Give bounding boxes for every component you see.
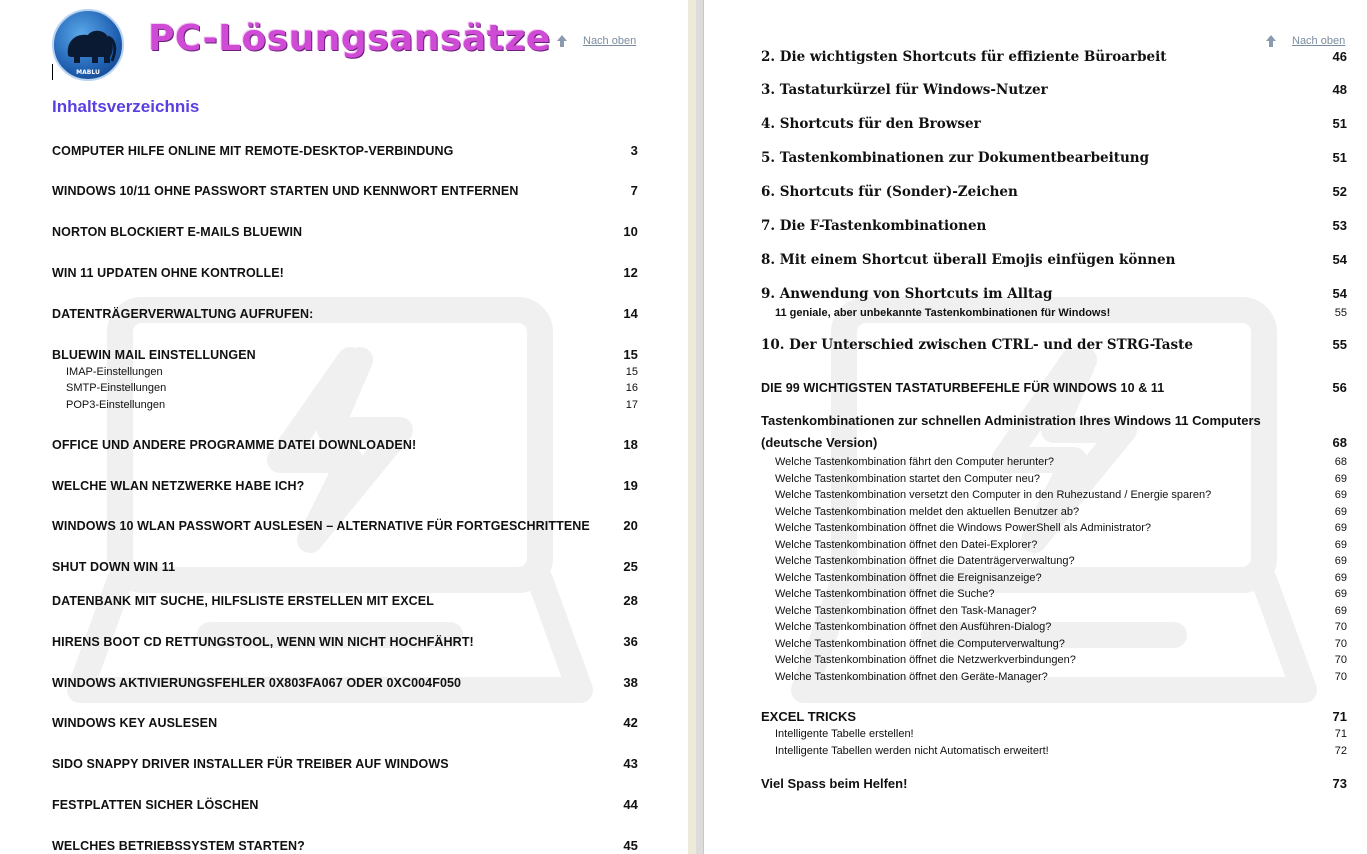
toc-entry[interactable]: 10. Der Unterschied zwischen CTRL- und der STRG-Taste 55 xyxy=(761,337,1347,353)
toc-subentry[interactable]: Welche Tastenkombination öffnet den Task-Manager? 69 xyxy=(775,605,1347,617)
toc-entry[interactable]: SHUT DOWN WIN 11 25 xyxy=(52,559,638,574)
toc-entry[interactable]: OFFICE UND ANDERE PROGRAMME DATEI DOWNLOADEN! 18 xyxy=(52,437,638,452)
arrow-up-icon xyxy=(555,34,569,48)
toc-entry[interactable]: HIRENS BOOT CD RETTUNGSTOOL, WENN WIN NICHT HOCHFÄHRT! 36 xyxy=(52,634,638,649)
toc-subentry[interactable]: IMAP-Einstellungen 15 xyxy=(66,366,638,378)
back-to-top-label: Nach oben xyxy=(1292,35,1346,47)
toc-subentry[interactable]: Welche Tastenkombination meldet den aktuellen Benutzer ab? 69 xyxy=(775,506,1347,518)
toc-entry[interactable]: 5. Tastenkombinationen zur Dokumentbearbeitung 51 xyxy=(761,150,1347,166)
toc-entry-line1: Tastenkombinationen zur schnellen Administration Ihres Windows 11 Computers xyxy=(761,413,1261,428)
toc-entry[interactable]: DIE 99 WICHTIGSTEN TASTATURBEFEHLE FÜR WINDOWS 10 & 11 56 xyxy=(761,380,1347,395)
site-title: PC-Lösungsansätze xyxy=(148,18,551,59)
toc-entry[interactable]: COMPUTER HILFE ONLINE MIT REMOTE-DESKTOP-VERBINDUNG 3 xyxy=(52,143,638,158)
site-logo[interactable] xyxy=(52,9,124,81)
toc-entry[interactable]: WINDOWS AKTIVIERUNGSFEHLER 0X803FA067 ODER 0XC004F050 38 xyxy=(52,675,638,690)
toc-subentry[interactable]: Intelligente Tabelle erstellen! 71 xyxy=(775,728,1347,740)
toc-subentry[interactable]: Welche Tastenkombination fährt den Computer herunter? 68 xyxy=(775,456,1347,468)
toc-entry[interactable]: Viel Spass beim Helfen! 73 xyxy=(761,776,1347,791)
toc-entry[interactable]: BLUEWIN MAIL EINSTELLUNGEN 15 xyxy=(52,347,638,362)
toc-entry[interactable]: WINDOWS 10 WLAN PASSWORT AUSLESEN – ALTERNATIVE FÜR FORTGESCHRITTENE 20 xyxy=(52,518,638,533)
toc-heading: Inhaltsverzeichnis xyxy=(52,97,200,116)
toc-entry[interactable]: 6. Shortcuts für (Sonder)-Zeichen 52 xyxy=(761,184,1347,200)
back-to-top-link[interactable] xyxy=(1264,34,1345,48)
toc-entry[interactable]: WELCHE WLAN NETZWERKE HABE ICH? 19 xyxy=(52,478,638,493)
back-to-top-link[interactable] xyxy=(555,34,636,48)
toc-subentry[interactable]: POP3-Einstellungen 17 xyxy=(66,399,638,411)
toc-subentry[interactable]: Welche Tastenkombination startet den Computer neu? 69 xyxy=(775,473,1347,485)
toc-entry[interactable]: WELCHES BETRIEBSSYSTEM STARTEN? 45 xyxy=(52,838,638,853)
toc-entry-multiline[interactable] xyxy=(761,410,1347,454)
toc-subentry[interactable]: Welche Tastenkombination öffnet die Netzwerkverbindungen? 70 xyxy=(775,654,1347,666)
toc-entry[interactable]: FESTPLATTEN SICHER LÖSCHEN 44 xyxy=(52,797,638,812)
toc-entry[interactable]: 7. Die F-Tastenkombinationen 53 xyxy=(761,218,1347,234)
toc-entry[interactable]: 9. Anwendung von Shortcuts im Alltag 54 xyxy=(761,286,1347,302)
toc-subentry[interactable]: Welche Tastenkombination öffnet die Computerverwaltung? 70 xyxy=(775,638,1347,650)
toc-subentry[interactable]: Welche Tastenkombination öffnet die Ereignisanzeige? 69 xyxy=(775,572,1347,584)
toc-subentry[interactable]: Welche Tastenkombination öffnet die Datenträgerverwaltung? 69 xyxy=(775,555,1347,567)
toc-subentry[interactable]: 11 geniale, aber unbekannte Tastenkombinationen für Windows! 55 xyxy=(775,307,1347,319)
toc-entry[interactable]: EXCEL TRICKS 71 xyxy=(761,709,1347,724)
toc-entry-page: 68 xyxy=(1332,435,1347,450)
toc-subentry[interactable]: Welche Tastenkombination versetzt den Computer in den Ruhezustand / Energie sparen? 69 xyxy=(775,489,1347,501)
toc-entry[interactable]: DATENTRÄGERVERWALTUNG AUFRUFEN: 14 xyxy=(52,306,638,321)
toc-entry-line2: (deutsche Version) xyxy=(761,435,878,450)
toc-entry[interactable]: 8. Mit einem Shortcut überall Emojis einfügen können 54 xyxy=(761,252,1347,268)
toc-subentry[interactable]: Welche Tastenkombination öffnet die Suche? 69 xyxy=(775,588,1347,600)
toc-entry[interactable]: WINDOWS KEY AUSLESEN 42 xyxy=(52,715,638,730)
arrow-up-icon xyxy=(1264,34,1278,48)
text-cursor xyxy=(52,64,53,80)
toc-entry[interactable]: SIDO SNAPPY DRIVER INSTALLER FÜR TREIBER AUF WINDOWS 43 xyxy=(52,756,638,771)
toc-subentry[interactable]: Welche Tastenkombination öffnet den Ausführen-Dialog? 70 xyxy=(775,621,1347,633)
logo-text: MABLU xyxy=(76,69,100,76)
toc-subentry[interactable]: Intelligente Tabellen werden nicht Automatisch erweitert! 72 xyxy=(775,745,1347,757)
toc-entry[interactable]: 4. Shortcuts für den Browser 51 xyxy=(761,116,1347,132)
page-gutter-stripe xyxy=(688,0,696,854)
toc-entry[interactable]: WINDOWS 10/11 OHNE PASSWORT STARTEN UND KENNWORT ENTFERNEN 7 xyxy=(52,183,638,198)
toc-entry[interactable]: WIN 11 UPDATEN OHNE KONTROLLE! 12 xyxy=(52,265,638,280)
toc-subentry[interactable]: Welche Tastenkombination öffnet den Geräte-Manager? 70 xyxy=(775,671,1347,683)
toc-entry[interactable]: NORTON BLOCKIERT E-MAILS BLUEWIN 10 xyxy=(52,224,638,239)
document-page-right xyxy=(704,0,1367,854)
toc-subentry[interactable]: Welche Tastenkombination öffnet die Windows PowerShell als Administrator? 69 xyxy=(775,522,1347,534)
back-to-top-label: Nach oben xyxy=(583,35,637,47)
toc-subentry[interactable]: SMTP-Einstellungen 16 xyxy=(66,382,638,394)
toc-entry[interactable]: DATENBANK MIT SUCHE, HILFSLISTE ERSTELLEN MIT EXCEL 28 xyxy=(52,593,638,608)
toc-entry[interactable]: 3. Tastaturkürzel für Windows-Nutzer 48 xyxy=(761,82,1347,98)
toc-entry[interactable]: 2. Die wichtigsten Shortcuts für effiziente Büroarbeit 46 xyxy=(761,49,1347,65)
toc-subentry[interactable]: Welche Tastenkombination öffnet den Datei-Explorer? 69 xyxy=(775,539,1347,551)
